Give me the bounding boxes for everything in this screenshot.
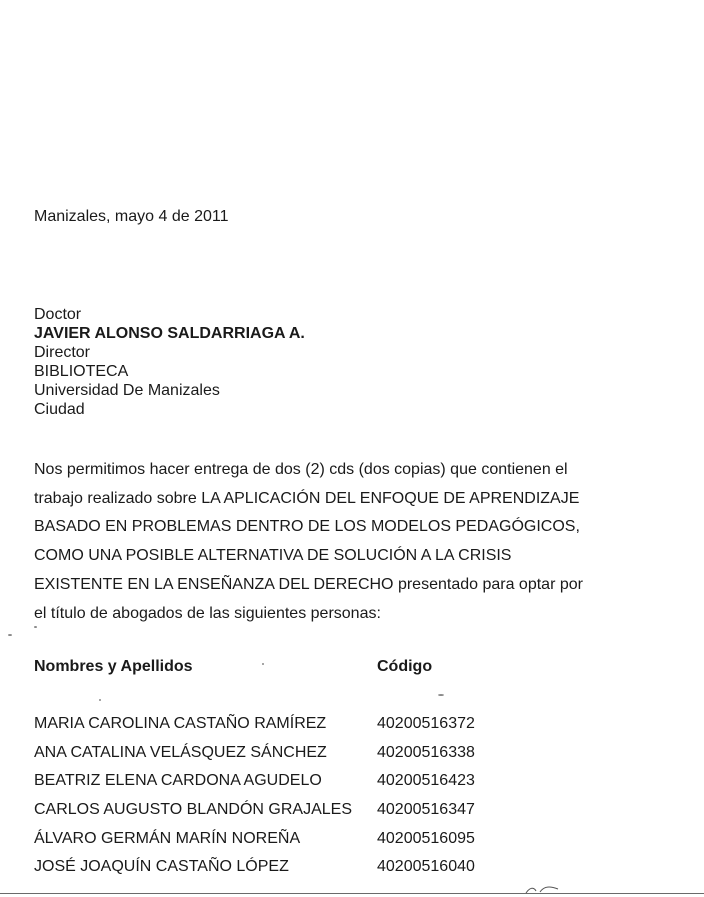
- student-table: [34, 713, 594, 885]
- body-line: BASADO EN PROBLEMAS DENTRO DE LOS MODELOS PEDAGÓGICOS,: [34, 518, 580, 536]
- scan-speck: [34, 626, 37, 628]
- table-row: [34, 856, 594, 885]
- body-line: EXISTENTE EN LA ENSEÑANZA DEL DERECHO presentado para optar por: [34, 575, 583, 593]
- recipient-department: BIBLIOTECA: [34, 363, 129, 380]
- table-row: [34, 713, 594, 742]
- student-code: 40200516095: [377, 829, 475, 847]
- recipient-block: [34, 305, 305, 419]
- student-code: 40200516372: [377, 715, 475, 732]
- date-line: Manizales, mayo 4 de 2011: [34, 208, 229, 225]
- scan-speck: [438, 694, 444, 696]
- recipient-name: JAVIER ALONSO SALDARRIAGA A.: [34, 325, 305, 342]
- body-line: COMO UNA POSIBLE ALTERNATIVA DE SOLUCIÓN A LA CRISIS: [34, 547, 512, 565]
- body-line: trabajo realizado sobre LA APLICACIÓN DEL ENFOQUE DE APRENDIZAJE: [34, 489, 580, 507]
- table-header-name: Nombres y Apellidos: [34, 658, 193, 675]
- scan-speck: [262, 663, 264, 665]
- student-name: JOSÉ JOAQUÍN CASTAÑO LÓPEZ: [34, 858, 289, 876]
- student-name: BEATRIZ ELENA CARDONA AGUDELO: [34, 772, 322, 790]
- body-line: el título de abogados de las siguientes personas:: [34, 604, 381, 622]
- student-name: ANA CATALINA VELÁSQUEZ SÁNCHEZ: [34, 743, 327, 761]
- student-code: 40200516338: [377, 743, 475, 761]
- page-bottom-edge: [0, 893, 704, 894]
- student-name: ÁLVARO GERMÁN MARÍN NOREÑA: [34, 829, 301, 847]
- scan-speck: [99, 699, 101, 701]
- table-row: [34, 770, 594, 799]
- body-line: Nos permitimos hacer entrega de dos (2) cds (dos copias) que contienen el: [34, 461, 568, 478]
- student-code: 40200516423: [377, 772, 475, 790]
- student-name: CARLOS AUGUSTO BLANDÓN GRAJALES: [34, 801, 353, 819]
- recipient-city: Ciudad: [34, 401, 85, 418]
- scan-speck: [8, 634, 12, 636]
- student-code: 40200516040: [377, 858, 475, 876]
- table-row: [34, 828, 594, 857]
- table-row: [34, 799, 594, 828]
- student-code: 40200516347: [377, 801, 475, 819]
- student-name: MARIA CAROLINA CASTAÑO RAMÍREZ: [34, 715, 327, 732]
- recipient-position: Director: [34, 344, 91, 361]
- body-paragraph: [34, 456, 608, 628]
- table-header-code: Código: [377, 658, 433, 675]
- table-row: [34, 742, 594, 771]
- recipient-institution: Universidad De Manizales: [34, 382, 220, 399]
- recipient-title: Doctor: [34, 306, 82, 323]
